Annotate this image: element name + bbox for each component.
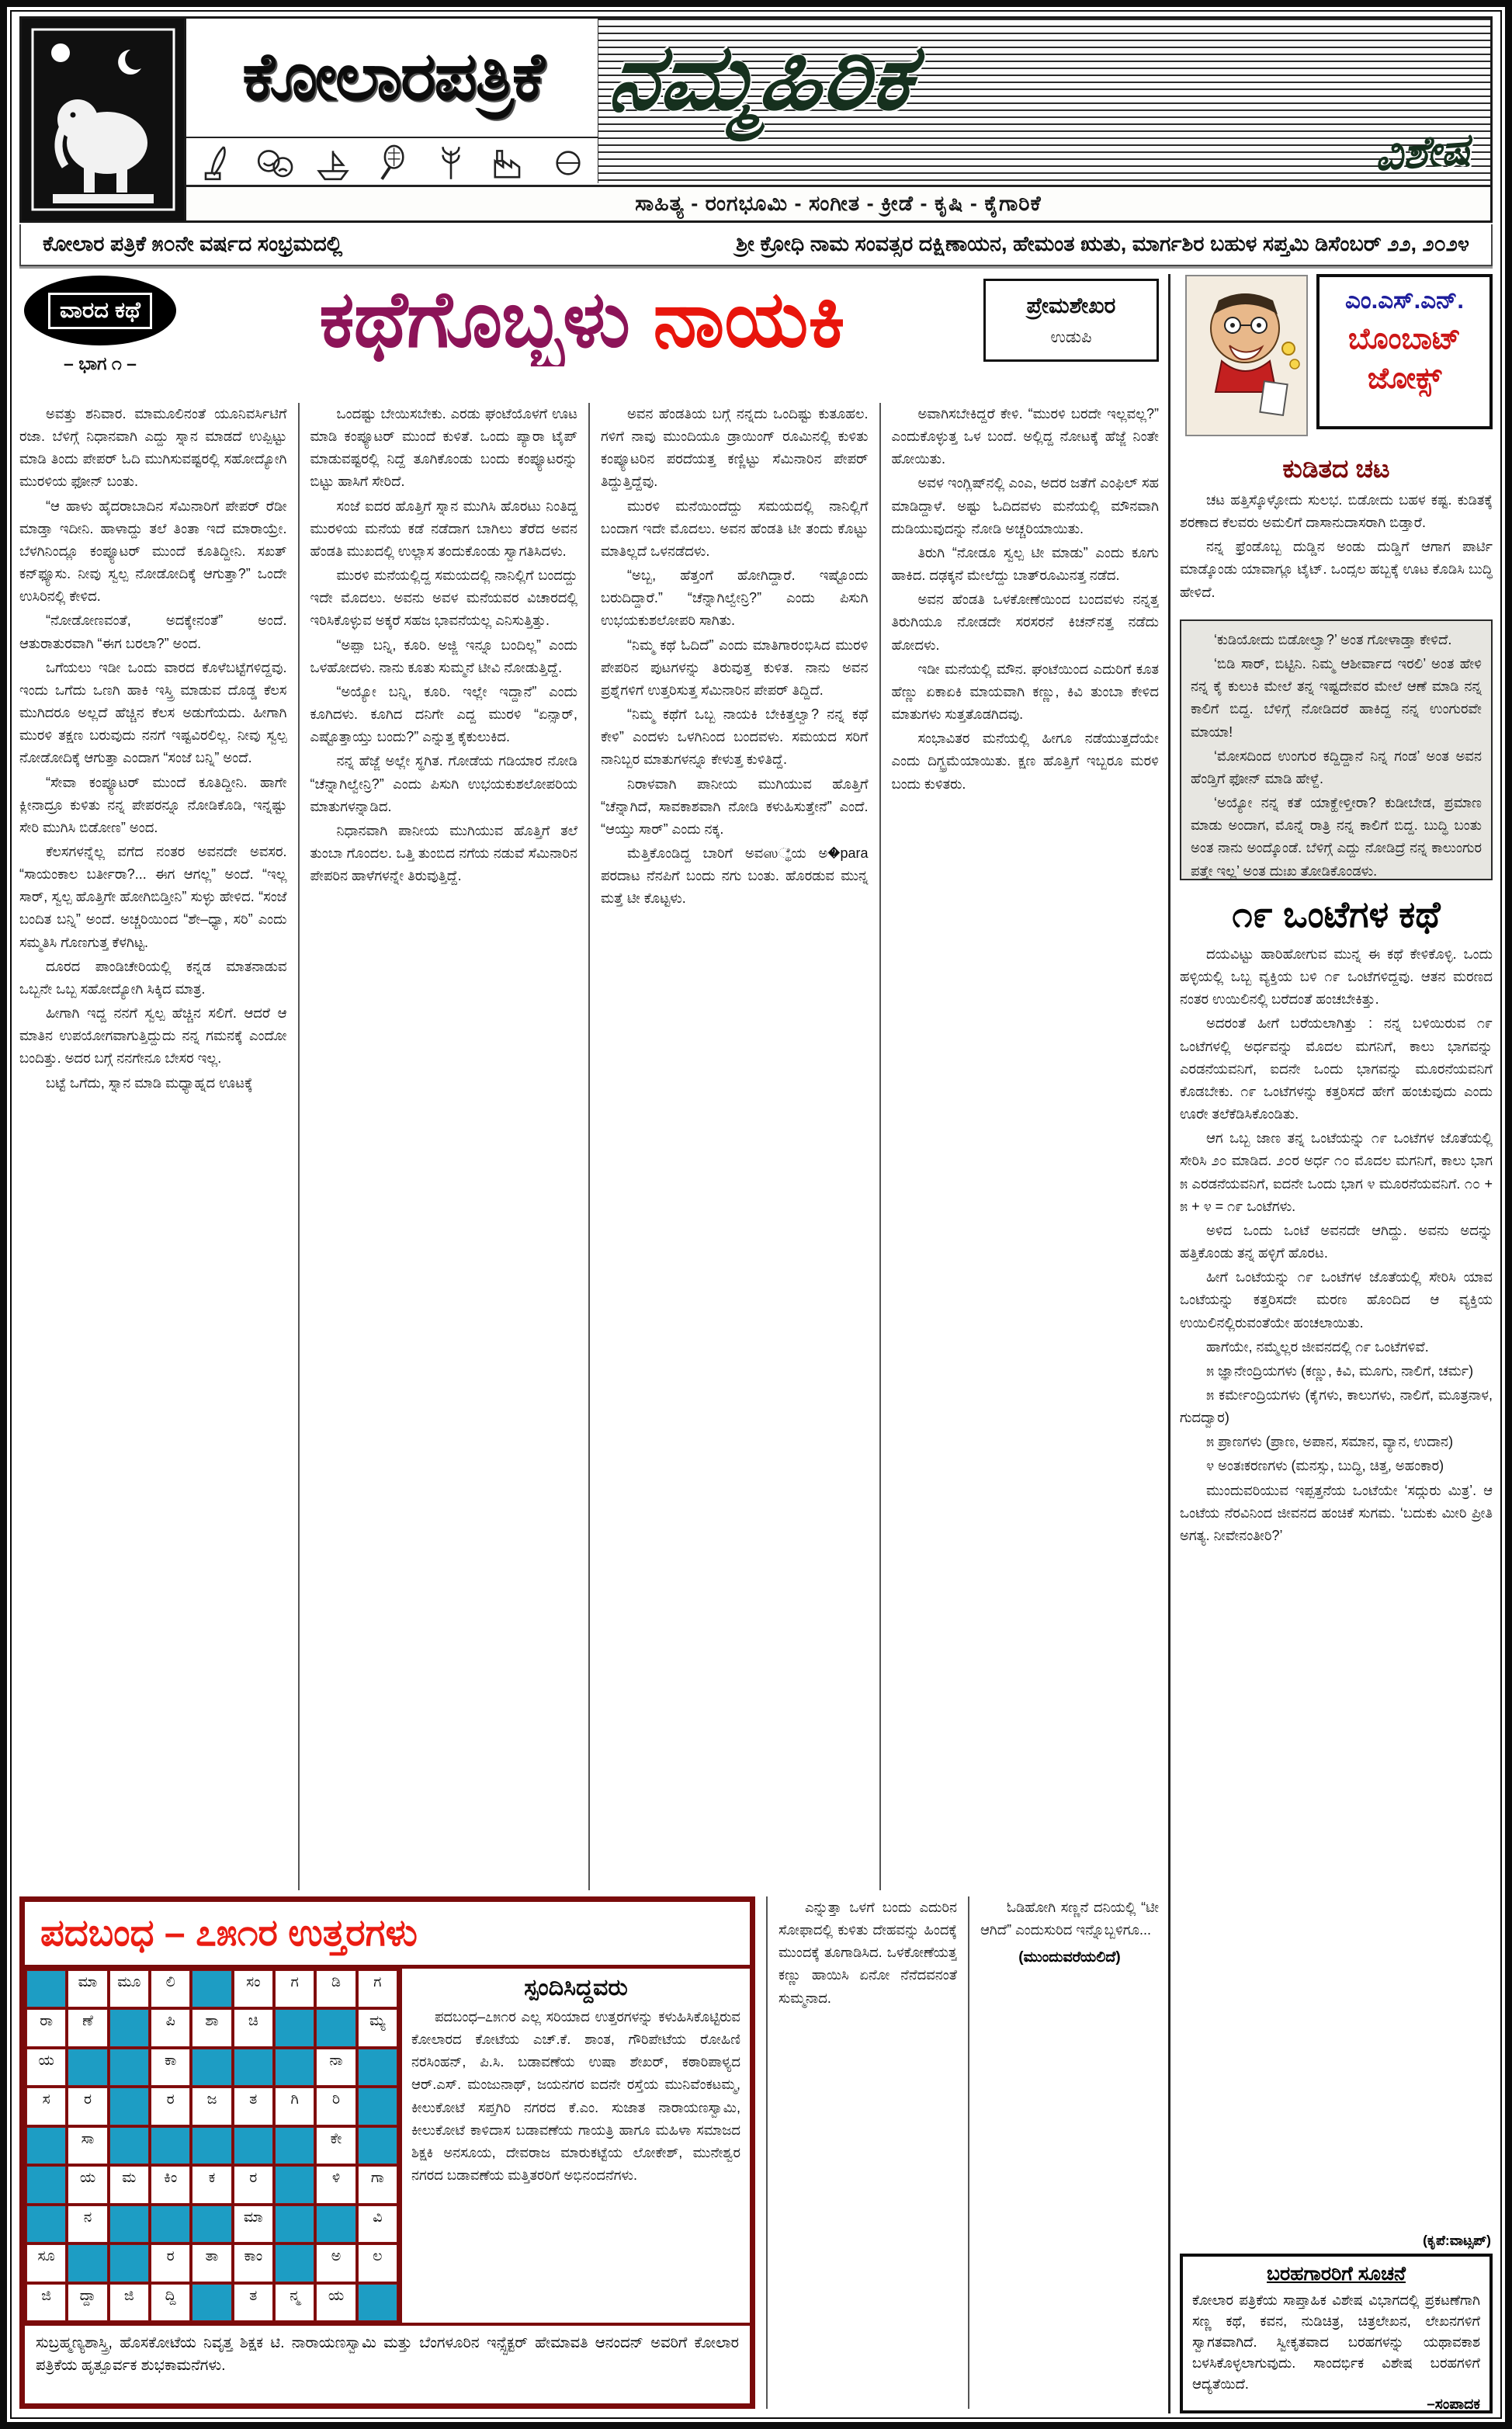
crossword-letter-cell: ಮಾ — [234, 2205, 273, 2243]
crossword-letter-cell: ರ — [151, 2087, 190, 2125]
crossword-letter-cell: ಳಿ — [316, 2166, 355, 2203]
supplement-logo — [598, 19, 1490, 183]
crossword-letter-cell: ಣೆ — [68, 2009, 107, 2046]
crossword-letter-cell: ರಿ — [316, 2087, 355, 2125]
crossword-block-cell — [358, 2049, 397, 2086]
crossword-block-cell — [358, 2127, 397, 2164]
crossword-letter-cell: ಗ — [275, 1970, 314, 2007]
caricature-icon — [1184, 274, 1309, 437]
responders-text — [411, 2006, 740, 2187]
paragraph: ಮುರಳಿ ಮನೆಯಿಂದೆದ್ದು ಸಮಯದಲ್ಲಿ ನಾನಿಲ್ಲಿಗೆ ಬಂದಾಗ ಇದೇ ಮೊದಲು. ಅವನ ಹೆಂಡತಿ ಟೀ ತಂದು ಕೊಟ್ಟು ಮಾತಿಲ್ಲದೆ ಒಳನಡೆದಳು. — [601, 498, 869, 559]
crossword-letter-cell: ನ್ಮ — [275, 2284, 314, 2321]
camels-story-text — [1180, 943, 1493, 2228]
supplement-logo-sub: ವಿಶೇಷ — [1372, 123, 1472, 180]
paragraph: ತಿರುಗಿ “ನೋಡೂ ಸ್ವಲ್ಪ ಟೀ ಮಾಡು” ಎಂದು ಕೂಗು ಹಾಕಿದ. ದಢಕ್ಕನೆ ಮೇಲೆದ್ದು ಬಾತ್‌ರೂಮಿನತ್ತ ನಡೆದ. — [891, 544, 1159, 584]
crossword-block-cell — [109, 2205, 149, 2243]
paragraph: “ನಿಮ್ಮ ಕಥೆಗೆ ಒಬ್ಬ ನಾಯಕಿ ಬೇಕಿತ್ತಲ್ವಾ? ನನ್ನ ಕಥೆ ಕೇಳಿ” ಎಂದಳು ಒಳಗಿನಿಂದ ಬಂದವಳು. ಸಮಯದ ಸರಿಗೆ ನಾನಿಬ್ಬರ ಮಾತುಗಳನ್ನೂ ಕೇಳುತ್ತ ಕುಳಿತಿದ್ದೆ. — [601, 706, 869, 768]
masthead — [19, 16, 1493, 223]
crossword-block-cell — [109, 2244, 149, 2282]
crossword-letter-cell: ಸೂ — [26, 2244, 66, 2282]
crossword-letter-cell: ಯ — [316, 2284, 355, 2321]
sidebar — [1168, 274, 1493, 2413]
crossword-letter-cell: ಜಿ — [109, 2284, 149, 2321]
crossword-letter-cell: ಲ — [358, 2244, 397, 2282]
crossword-letter-cell: ತಾ — [192, 2244, 231, 2282]
paragraph: ‘ಬಿಡಿ ಸಾರ್, ಬಿಟ್ಟಿನಿ. ನಿಮ್ಮ ಆಶೀರ್ವಾದ ಇರಲಿ’ ಅಂತ ಹೇಳಿ ನನ್ನ ಕೈ ಕುಲುಕಿ ಮೇಲೆ ತನ್ನ ಇಷ್ಟದೇವರ ಮೇಲೆ ಆಣೆ ಮಾಡಿ ನನ್ನ ಕಾಲಿಗೆ ಬಿದ್ದ. ಬೆಳಿಗ್ಗೆ ನೋಡಿದರೆ ಹಾಕಿದ್ದ ನನ್ನ ಉಂಗುರವೇ ಮಾಯಾ! — [1191, 656, 1482, 740]
notice-title: ಬರಹಗಾರರಿಗೆ ಸೂಚನೆ — [1267, 2263, 1406, 2285]
masthead-tagline: ಸಾಹಿತ್ಯ - ರಂಗಭೂಮಿ - ಸಂಗೀತ - ಕ್ರೀಡೆ - ಕೃಷಿ - ಕೈಗಾರಿಕೆ — [186, 185, 1490, 220]
crossword-block-cell — [358, 2284, 397, 2321]
paragraph: “ಅಯ್ಯೋ ಬನ್ನಿ, ಕೂರಿ. ಇಲ್ಲೇ ಇದ್ದಾನೆ” ಎಂದು ಕೂಗಿದಳು. ಕೂಗಿದ ದನಿಗೇ ಎದ್ದ ಮುರಳಿ “ಏನ್ಸಾರ್, ಎಷ್ಟೊತ್ತಾಯ್ತು ಬಂದು?” ಎನ್ನುತ್ತ ಕೈಕುಲುಕಿದ. — [310, 683, 577, 745]
crossword-block-cell — [109, 2009, 149, 2046]
crossword-letter-cell: ತ — [234, 2087, 273, 2125]
sidebar-top — [1180, 274, 1493, 448]
crossword-letter-cell: ವಿ — [358, 2205, 397, 2243]
paragraph: “ನೋಡೋಣವಂತೆ, ಅದಕ್ಕೇನಂತೆ” ಅಂದೆ. ಆತುರಾತುರವಾಗಿ “ಈಗ ಬರಲಾ?” ಅಂದ. — [19, 612, 287, 651]
paragraph: “ಅಪ್ಪಾ ಬನ್ನಿ, ಕೂರಿ. ಅಜ್ಜಿ ಇನ್ನೂ ಬಂದಿಲ್ಲ” ಎಂದು ಒಳಹೋದಳು. ನಾನು ಕೂತು ಸುಮ್ಮನೆ ಟೀವಿ ನೋಡುತ್ತಿದ್ದೆ. — [310, 637, 577, 675]
crossword-letter-cell: ಪಿ — [151, 2009, 190, 2046]
story-column-4 — [879, 403, 1160, 1890]
responders-section — [402, 1969, 750, 2323]
paragraph: ಮೆತ್ತಿಕೊಂಡಿದ್ದ ಬಾರಿಗೆ ಅವஸ್ಥೆಯ ಅ�para ಪರದಾಟ ನೆನಪಿಗೆ ಬಂದು ನಗು ಬಂತು. ಹೊರಡುವ ಮುನ್ನ ಮತ್ತೆ ಟೀ ಕೊಟ್ಟಳು. — [601, 845, 869, 907]
cartoonist-caricature — [1180, 274, 1313, 448]
weekly-story-badge — [24, 276, 176, 345]
crossword-block-cell — [68, 2244, 107, 2282]
wheat-icon — [431, 143, 471, 183]
story-bottom-column-1 — [766, 1896, 957, 2409]
paragraph: ನಿರಾಳವಾಗಿ ಪಾನೀಯ ಮುಗಿಯುವ ಹೊತ್ತಿಗೆ “ಚೆನ್ನಾಗಿದೆ, ಸಾವಕಾಶವಾಗಿ ನೋಡಿ ಕಳುಹಿಸುತ್ತೇನೆ” ಎಂದೆ. “ಆಯ್ತು ಸಾರ್” ಎಂದು ನಕ್ಕ. — [601, 776, 869, 837]
crossword-block-cell — [109, 2049, 149, 2086]
content-area — [19, 274, 1493, 2413]
credit-line: (ಕೃಪೆ:ವಾಟ್ಸಪ್) — [1423, 2233, 1491, 2248]
paragraph: ಪದಬಂಧ–೭೫೧ರ ಎಲ್ಲ ಸರಿಯಾದ ಉತ್ತರಗಳನ್ನು ಕಳುಹಿಸಿಕೊಟ್ಟಿರುವ ಕೋಲಾರದ ಕೋಟೆಯ ಎಚ್.ಕೆ. ಶಾಂತ, ಗೌರಿಪೇಟೆಯ ರೋಹಿಣಿ ನರಸಿಂಹನ್, ಪಿ.ಸಿ. ಬಡಾವಣೆಯ ಉಷಾ ಶೇಖರ್, ಕಠಾರಿಪಾಳ್ಯದ ಆರ್.ಎಸ್. ಮಂಜುನಾಥ್, ಜಯನಗರ ಐದನೇ ರಸ್ತೆಯ ಮುನಿವೆಂಕಟಮ್ಮ, ಕೀಲುಕೋಟೆ ಸಪ್ತಗಿರಿ ನಗರದ ಕೆ.ಎಂ. ಸುಜಾತ ನಾರಾಯಣಸ್ವಾಮಿ, ಕೀಲುಕೋಟೆ ಕಾಳಿದಾಸ ಬಡಾವಣೆಯ ಗಾಯತ್ರಿ ಹಾಗೂ ಮಹಿಳಾ ಸಮಾಜದ ಶಿಕ್ಷಕಿ ಅನಸೂಯ, ದೇವರಾಜ ಮಾರುಕಟ್ಟೆಯ ಲೋಕೇಶ್, ಮುನೇಶ್ವರ ನಗರದ ಬಡಾವಣೆಯ ಮತ್ತಿತರರಿಗೆ ಅಭಿನಂದನೆಗಳು. — [411, 2009, 740, 2184]
crossword-block-cell — [275, 2166, 314, 2203]
masthead-illustrations — [186, 137, 598, 188]
paragraph: ಮುಂದುವರಿಯುವ ಇಪ್ಪತ್ತನೆಯ ಒಂಟೆಯೇ ‘ಸದ್ಗುರು ಮಿತ್ರ’. ಆ ಒಂಟೆಯ ನೆರವಿನಿಂದ ಜೀವನದ ಹಂಚಿಕೆ ಸುಗಮ. ‘ಬದುಕು ಮೀರಿ ಪ್ರೀತಿ ಅಗತ್ಯ. ನೀವೇನಂತೀರಿ?’ — [1180, 1482, 1493, 1543]
part-label: – ಭಾಗ ೧ – — [64, 353, 137, 373]
notice-signature: –ಸಂಪಾದಕ — [1427, 2396, 1480, 2413]
story-column-2 — [298, 403, 578, 1890]
crossword-letter-cell: ಯ — [26, 2049, 66, 2086]
crossword-body — [25, 1969, 750, 2323]
crossword-grid — [25, 1969, 402, 2323]
paragraph: “ನಿಮ್ಮ ಕಥೆ ಓದಿದೆ” ಎಂದು ಮಾತಿಗಾರಂಭಿಸಿದ ಮುರಳಿ ಪೇಪರಿನ ಪುಟಗಳನ್ನು ತಿರುವುತ್ತ ಕುಳಿತ. ನಾನು ಅವನ ಪ್ರಶ್ನೆಗಳಿಗೆ ಉತ್ತರಿಸುತ್ತ ಸೆಮಿನಾರಿನ ಪೇಪರ್ ತಿದ್ದಿದೆ. — [601, 637, 869, 698]
headline-word-1: ಕಥೆಗೊಬ್ಬಳು — [319, 276, 629, 363]
joke-heading: ಕುಡಿತದ ಚಟ — [1282, 454, 1390, 483]
joke-dialogue-box — [1180, 619, 1493, 880]
crossword-letter-cell: ದ್ದಾ — [68, 2284, 107, 2321]
paragraph: ನಿಧಾನವಾಗಿ ಪಾನೀಯ ಮುಗಿಯುವ ಹೊತ್ತಿಗೆ ತಲೆ ತುಂಬಾ ಗೊಂದಲ. ಒತ್ತಿ ತುಂಬಿದ ನಗೆಯ ನಡುವೆ ಸೆಮಿನಾರಿನ ಪೇಪರಿನ ಹಾಳೆಗಳನ್ನೇ ತಿರುವುತ್ತಿದ್ದೆ. — [310, 822, 577, 884]
racket-icon — [372, 143, 412, 183]
crossword-block-cell — [234, 2049, 273, 2086]
paragraph: ಕೆಲಸಗಳನ್ನೆಲ್ಲ ವಗೆದ ನಂತರ ಅವನದೇ ಅವಸರ. “ಸಾಯಂಕಾಲ ಬರ್ತೀರಾ?... ಈಗ ಆಗಲ್ಲ” ಅಂದೆ. “ಇಲ್ಲ ಸಾರ್, ಸ್ವಲ್ಪ ಹೊತ್ತಿಗೇ ಹೋಗಿಬಿಡ್ತೀನಿ” ಸುಳ್ಳು ಹೇಳಿದ. “ಸಂಜೆ ಬಂದಿತ ಬನ್ನಿ” ಅಂದೆ. ಅಚ್ಚರಿಯಿಂದ “ಶೇ–ಧ್ಯಾ‌, ಸರಿ” ಎಂದು ಸಮ್ಮತಿಸಿ ಗೊಣಗುತ್ತ ಕೆಳಗಿಟ್ಟ. — [19, 843, 287, 950]
crossword-letter-cell: ರಾ — [26, 2009, 66, 2046]
crossword-letter-cell: ಮ್ಯ — [358, 2009, 397, 2046]
crossword-letter-cell: ಚಿ — [234, 2009, 273, 2046]
crossword-block-cell — [275, 2049, 314, 2086]
paragraph: ಅವನ ಹೆಂಡತಿಯ ಬಗ್ಗೆ ನನ್ನದು ಒಂದಿಷ್ಟು ಕುತೂಹಲ. ಗಳಿಗೆ ನಾವು ಮುಂದಿಯೂ ಡ್ರಾಯಿಂಗ್ ರೂಮಿನಲ್ಲಿ ಕುಳಿತು ಕಂಪ್ಯೂಟರಿನ ಪರದೆಯತ್ತ ಕಣ್ಣಿಟ್ಟು ಸೆಮಿನಾರಿನ ಪೇಪರ್ ತಿದ್ದುತ್ತಿದ್ದೆವು. — [601, 406, 869, 490]
crossword-block-cell — [26, 1970, 66, 2007]
crossword-block-cell — [275, 2244, 314, 2282]
paragraph: ‘ಮೋಸದಿಂದ ಉಂಗುರ ಕದ್ದಿದ್ದಾನೆ ನಿನ್ನ ಗಂಡ’ ಅಂತ ಅವನ ಹೆಂಡ್ತಿಗೆ ಫೋನ್ ಮಾಡಿ ಹೇಳ್ದೆ. — [1191, 748, 1482, 786]
paragraph: ಅವಾಗಿಸಬೇಕಿದ್ದರೆ ಕೇಳಿ. “ಮುರಳಿ ಬರದೇ ಇಲ್ಲವಲ್ಲ?” ಎಂದುಕೊಳ್ಳುತ್ತ ಒಳ ಬಂದೆ. ಅಲ್ಲಿದ್ದ ನೋಟಕ್ಕೆ ಹೆಜ್ಜೆ ನಿಂತೇ ಹೋಯಿತು. — [891, 406, 1159, 467]
crossword-letter-cell: ಕಾಂ — [234, 2244, 273, 2282]
continued-label: (ಮುಂದುವರೆಯಲಿದೆ) — [1018, 1949, 1121, 1966]
bottom-band — [19, 1896, 1159, 2409]
paragraph: “ಆ ಹಾಳು ಹೈದರಾಬಾದಿನ ಸೆಮಿನಾರಿಗೆ ಪೇಪರ್ ರೆಡೀ ಮಾಡ್ತಾ ಇದೀನಿ. ಹಾಳಾದ್ದು ತಲೆ ತಿಂತಾ ಇದೆ ಮಾರಾಯ್ರೇ. ಬೆಳಗಿನಿಂದ್ಲೂ ಕಂಪ್ಯೂಟರ್ ಮುಂದೆ ಕೂತಿದ್ದೀನಿ. ಸಖತ್ ಕನ್‌ಫ್ಯೂಸು. ನೀವು ಸ್ವಲ್ಪ ನೋಡೋದಿಕ್ಕೆ ಆಗುತ್ತಾ?” ಒಂದೇ ಉಸಿರಿನಲ್ಲಿ ಕೇಳಿದ. — [19, 498, 287, 605]
paragraph: ಅದರಂತೆ ಹೀಗೆ ಬರೆಯಲಾಗಿತ್ತು : ನನ್ನ ಬಳಿಯಿರುವ ೧೯ ಒಂಟೆಗಳಲ್ಲಿ ಅರ್ಧವನ್ನು ಮೊದಲ ಮಗನಿಗೆ, ಕಾಲು ಭಾಗವನ್ನು ಎರಡನೆಯವನಿಗೆ, ಐದನೇ ಒಂದು ಭಾಗವನ್ನು ಮೂರನೆಯವನಿಗೆ ಕೊಡಬೇಕು. ೧೯ ಒಂಟೆಗಳನ್ನು ಕತ್ತರಿಸದೆ ಹೇಗೆ ಹಂಚುವುದು ಎಂದು ಊರೇ ತಲೆಕೆಡಿಸಿಕೊಂಡಿತು. — [1180, 1015, 1493, 1123]
crossword-block-cell — [68, 2049, 107, 2086]
quill-icon — [196, 143, 236, 183]
crossword-block-cell — [109, 2127, 149, 2164]
newspaper-title: ಕೋಲಾರಪತ್ರಿಕೆ — [242, 39, 543, 114]
crossword-block-cell — [275, 2127, 314, 2164]
crossword-block-cell — [316, 2205, 355, 2243]
notice-text: ಕೋಲಾರ ಪತ್ರಿಕೆಯ ಸಾಪ್ತಾಹಿಕ ವಿಶೇಷ ವಿಭಾಗದಲ್ಲಿ ಪ್ರಕಟಣೆಗಾಗಿ ಸಣ್ಣ ಕಥೆ, ಕವನ, ನುಡಿಚಿತ್ರ, ಚಿತ್ರಲೇಖನ, ಲೇಖನಗಳಿಗೆ ಸ್ವಾಗತವಾಗಿದೆ. ಸ್ವೀಕೃತವಾದ ಬರಹಗಳನ್ನು ಯಥಾವಕಾಶ ಬಳಸಿಕೊಳ್ಳಲಾಗುವುದು. ಸಾಂದರ್ಭಿಕ ವಿಶೇಷ ಬರಹಗಳಿಗೆ ಆದ್ಯತೆಯಿದೆ. — [1192, 2292, 1480, 2392]
paragraph: ಸಂಭಾವಿತರ ಮನೆಯಲ್ಲಿ ಹೀಗೂ ನಡೆಯುತ್ತದೆಯೇ ಎಂದು ದಿಗ್ಭ್ರಮೆಯಾಯಿತು. ಕ್ಷಣ ಹೊತ್ತಿಗೆ ಇಬ್ಬರೂ ಮರಳಿ ಬಂದು ಕುಳಿತರು. — [891, 730, 1159, 792]
elephant-icon — [29, 26, 177, 213]
crossword-letter-cell: ಮೂ — [109, 1970, 149, 2007]
paragraph: ಅಳಿದ ಒಂದು ಒಂಟೆ ಅವನದೇ ಆಗಿದ್ದು. ಅವನು ಅದನ್ನು ಹತ್ತಿಕೊಂಡು ತನ್ನ ಹಳ್ಳಿಗೆ ಹೊರಟ. — [1180, 1222, 1493, 1261]
paragraph: ‘ಅಯ್ಯೋ ನನ್ನ ಕತೆ ಯಾಕ್ಹೇಳ್ತೀರಾ? ಕುಡೀಬೇಡ, ಪ್ರಮಾಣ ಮಾಡು ಅಂದಾಗ, ಮೊನ್ನೆ ರಾತ್ರಿ ನನ್ನ ಕಾಲಿಗೆ ಬಿದ್ದ. ಬುದ್ಧಿ ಬಂತು ಅಂತ ನಾನು ಅಂದ್ಕೊಂಡೆ. ಬೆಳಿಗ್ಗೆ ಎದ್ದು ನೋಡಿದ್ರೆ ನನ್ನ ಕಾಲುಂಗುರ ಪತ್ತೇ ಇಲ್ಲ’ ಅಂತ ದುಃಖ ತೋಡಿಕೊಂಡಳು. — [1191, 795, 1482, 879]
paragraph: “ಅಬ್ಬ, ಹೆತ್ತಂಗೆ ಹೋಗಿದ್ದಾರೆ. ಇಷ್ಟೊಂದು ಬರುದಿದ್ದಾರೆ.” “ಚೆನ್ನಾಗಿಲ್ವೇನ್ರಿ?” ಎಂದು ಪಿಸುಗಿ ಉಭಯಕುಶಲೋಪರಿ ಸಾಗಿತು. — [601, 567, 869, 629]
story-bottom-column-2 — [968, 1896, 1159, 2409]
crossword-letter-cell: ಕಿಂ — [151, 2166, 190, 2203]
ball-icon — [548, 143, 588, 183]
crossword-block-cell — [316, 2009, 355, 2046]
crossword-letter-cell: ಮ — [109, 2166, 149, 2203]
headline-band — [19, 274, 1159, 397]
paragraph: ಚಟ ಹತ್ತಿಸ್ಕೊಳ್ಳೋದು ಸುಲಭ. ಬಿಡೋದು ಬಹಳ ಕಷ್ಟ. ಕುಡಿತಕ್ಕೆ ಶರಣಾದ ಕೆಲವರು ಅಮಲಿಗೆ ದಾಸಾನುದಾಸರಾಗಿ ಬಿಡ್ತಾರೆ. — [1180, 492, 1493, 531]
crossword-block-cell — [109, 2087, 149, 2125]
crossword-letter-cell: ಲಿ — [151, 1970, 190, 2007]
crossword-block-cell — [275, 2009, 314, 2046]
crossword-letter-cell: ಸಂ — [234, 1970, 273, 2007]
factory-icon — [489, 143, 529, 183]
anniversary-text: ಕೋಲಾರ ಪತ್ರಿಕೆ ೫೦ನೇ ವರ್ಷದ ಸಂಭ್ರಮದಲ್ಲಿ — [43, 232, 343, 255]
crossword-letter-cell: ಅ — [316, 2244, 355, 2282]
crossword-letter-cell: ತ — [234, 2284, 273, 2321]
crossword-title: ಪದಬಂಧ – ೭೫೧ರ ಉತ್ತರಗಳು — [25, 1902, 750, 1969]
crossword-letter-cell: ಗಿ — [275, 2087, 314, 2125]
crossword-letter-cell: ರ — [234, 2166, 273, 2203]
crossword-letter-cell: ಗಾ — [358, 2166, 397, 2203]
paragraph: ಸಂಜೆ ಐದರ ಹೊತ್ತಿಗೆ ಸ್ನಾನ ಮುಗಿಸಿ ಹೊರಟು ನಿಂತಿದ್ದ ಮುರಳಿಯ ಮನೆಯ ಕಡೆ ನಡೆದಾಗ ಬಾಗಿಲು ತೆರೆದ ಅವನ ಹೆಂಡತಿ ಮುಖದಲ್ಲಿ ಉಲ್ಲಾಸ ತಂದುಕೊಂಡು ಸ್ವಾಗತಿಸಿದಳು. — [310, 498, 577, 559]
supplement-logo-main: ನಮ್ಮಹಿರಿಕ — [604, 26, 918, 129]
crossword-letter-cell: ರ — [151, 2244, 190, 2282]
crossword-block-cell — [192, 2127, 231, 2164]
paragraph: ನನ್ನ ಫ್ರೆಂಡೊಬ್ಬ ದುಡ್ಡಿನ ಅಂಡು ದುಡ್ಡಿಗೆ ಆಗಾಗ ಪಾರ್ಟಿ ಮಾಡ್ಕೊಂಡು ಯಾವಾಗ್ಲೂ ಟೈಟ್. ಒಂದ್ಸಲ ಹಬ್ಬಕ್ಕೆ ಊಟ ಕೊಡಿಸಿ ಬುದ್ಧಿ ಹೇಳಿದೆ. — [1180, 539, 1493, 600]
paragraph: ನನ್ನ ಹೆಜ್ಜೆ ಅಲ್ಲೇ ಸ್ಥಗಿತ. ಗೋಡೆಯ ಗಡಿಯಾರ ನೋಡಿ “ಚೆನ್ನಾಗಿಲ್ವೇನ್ರಿ?” ಎಂದು ಪಿಸುಗಿ ಉಭಯಕುಶಲೋಪರಿಯ ಮಾತುಗಳನ್ನಾಡಿದ. — [310, 753, 577, 814]
byline-box — [983, 279, 1159, 362]
camels-story-title: ೧೯ ಒಂಟೆಗಳ ಕಥೆ — [1232, 894, 1441, 935]
paragraph: ದೂರದ ಪಾಂಡಿಚೇರಿಯಲ್ಲಿ ಕನ್ನಡ ಮಾತನಾಡುವ ಒಬ್ಬನೇ ಒಬ್ಬ ಸಹೋದ್ಯೋಗಿ ಸಿಕ್ಕಿದ ಮಾತ್ರ. — [19, 958, 287, 997]
headline-word-2: ನಾಯಕಿ — [653, 276, 845, 363]
crossword-letter-cell: ನ — [68, 2205, 107, 2243]
crossword-block-cell — [151, 2205, 190, 2243]
bottom-column-2-text — [980, 1896, 1159, 1941]
jokes-title-2: ಜೋಕ್ಸ್ — [1367, 363, 1442, 395]
author-name: ಪ್ರೇಮಶೇಖರ — [1026, 293, 1116, 318]
crossword-block-cell — [234, 2127, 273, 2164]
paragraph: ಹಾಗೆಯೇ, ನಮ್ಮೆಲ್ಲರ ಜೀವನದಲ್ಲಿ ೧೯ ಒಂಟೆಗಳಿವೆ. — [1206, 1338, 1429, 1355]
crossword-block-cell — [275, 2205, 314, 2243]
crossword-letter-cell: ಸಾ — [68, 2127, 107, 2164]
crossword-block-cell — [192, 1970, 231, 2007]
crossword-block-cell — [358, 2087, 397, 2125]
responders-title: ಸ್ಪಂದಿಸಿದ್ದವರು — [524, 1975, 628, 2000]
main-story — [19, 274, 1159, 2413]
paragraph: ಒಗೆಯಲು ಇಡೀ ಒಂದು ವಾರದ ಕೊಳೆಬಟ್ಟೆಗಳಿದ್ದವು. ಇಂದು ಒಗೆದು ಒಣಗಿ ಹಾಕಿ ಇಸ್ತ್ರಿ ಮಾಡುವ ದೊಡ್ಡ ಕೆಲಸ ಮುಗಿದರೂ ಅಲ್ಲದೆ ಹೆಚ್ಚಿನ ಕೆಲಸ ಅಡುಗೆಯದು. ಹೀಗಾಗಿ ಮುರಳಿ ತಕ್ಷಣ ಬರುವುದು ನನಗೆ ಇಷ್ಟವಿರಲಿಲ್ಲ. ನೀವು ಸ್ವಲ್ಪ ನೋಡೋದಿಕ್ಕೆ ಆಗುತ್ತಾ ಎಂದಾಗ “ಸಂಜೆ ಬನ್ನಿ” ಅಂದೆ. — [19, 659, 287, 766]
crossword-letter-cell: ಜಿ — [26, 2284, 66, 2321]
crossword-letter-cell: ದ್ದಿ — [151, 2284, 190, 2321]
paragraph: ಹೀಗಾಗಿ ಇದ್ದ ನನಗೆ ಸ್ವಲ್ಪ ಹೆಚ್ಚಿನ ಸಲಿಗೆ. ಆದರೆ ಆ ಮಾತಿನ ಉಪಯೋಗವಾಗುತ್ತಿದ್ದುದು ನನ್ನ ಗಮನಕ್ಕೆ ಎಂದೋ ಬಂದಿತ್ತು. ಅದರ ಬಗ್ಗೆ ನನಗೇನೂ ಬೇಸರ ಇಲ್ಲ. — [19, 1005, 287, 1067]
crossword-block-cell — [26, 2166, 66, 2203]
author-place: ಉಡುಪಿ — [1050, 328, 1092, 346]
paragraph: ೫ ಕರ್ಮೇಂದ್ರಿಯಗಳು (ಕೈಗಳು, ಕಾಲುಗಳು, ನಾಲಿಗೆ, ಮೂತ್ರನಾಳ, ಗುದದ್ವಾರ) — [1180, 1386, 1493, 1426]
paragraph: ಆಗ ಒಬ್ಬ ಜಾಣ ತನ್ನ ಒಂಟೆಯನ್ನು ೧೯ ಒಂಟೆಗಳ ಜೊತೆಯಲ್ಲಿ ಸೇರಿಸಿ ೨೦ ಮಾಡಿದ. ೨೦ರ ಅರ್ಧ ೧೦ ಮೊದಲ ಮಗನಿಗೆ, ಕಾಲು ಭಾಗ ೫ ಎರಡನೆಯವನಿಗೆ, ಐದನೇ ಒಂದು ಭಾಗ ೪ ಮೂರನೆಯವನಿಗೆ. ೧೦ + ೫ + ೪ = ೧೯ ಒಂಟೆಗಳು. — [1180, 1130, 1493, 1214]
paragraph: ಒಂದಷ್ಟು ಬೇಯಿಸಬೇಕು. ಎರಡು ಘಂಟೆಯೊಳಗೆ ಊಟ ಮಾಡಿ ಕಂಪ್ಯೂಟರ್ ಮುಂದೆ ಕುಳಿತೆ. ಒಂದು ಪ್ಯಾರಾ ಟೈಪ್ ಮಾಡುವಷ್ಟರಲ್ಲಿ ನಿದ್ದೆ ತೂಗಿಕೊಂಡು ಬಂದು ಕಂಪ್ಯೂಟರನ್ನು ಬಿಟ್ಟು ಹಾಸಿಗೆ ಸೇರಿದೆ. — [310, 406, 577, 490]
crossword-letter-cell: ಕೇ — [316, 2127, 355, 2164]
joke-intro — [1180, 489, 1493, 619]
boat-icon — [313, 143, 353, 183]
crossword-letter-cell: ಕಾ — [151, 2049, 190, 2086]
paragraph: ೫ ಜ್ಞಾನೇಂದ್ರಿಯಗಳು (ಕಣ್ಣು, ಕಿವಿ, ಮೂಗು, ನಾಲಿಗೆ, ಚರ್ಮ) — [1206, 1362, 1474, 1379]
jokes-author: ಎಂ.ಎಸ್.ಎನ್. — [1344, 286, 1465, 314]
crossword-letter-cell: ನಾ — [316, 2049, 355, 2086]
paragraph: ಓಡಿಹೋಗಿ ಸಣ್ಣನೆ ದನಿಯಲ್ಲಿ “ಟೀ ಆಗಿದೆ” ಎಂದುಸುರಿದ ಇನ್ನೊಬ್ಬಳಿಗೂ... — [980, 1900, 1159, 1938]
badge-label: ವಾರದ ಕಥೆ — [48, 293, 152, 329]
paragraph: ಅವತ್ತು ಶನಿವಾರ. ಮಾಮೂಲಿನಂತೆ ಯೂನಿವರ್ಸಿಟಿಗೆ ರಜಾ. ಬೆಳಿಗ್ಗೆ ನಿಧಾನವಾಗಿ ಎದ್ದು ಸ್ನಾನ ಮಾಡದೆ ಉಪ್ಪಿಟ್ಟು ಮಾಡಿ ತಿಂದು ಪೇಪರ್ ಓದಿ ಮುಗಿಸುವಷ್ಟರಲ್ಲಿ ಸಹೋದ್ಯೋಗಿ ಮುರಳಿಯ ಫೋನ್ ಬಂತು. — [19, 406, 287, 490]
jokes-title-1: ಬೊಂಬಾಟ್ — [1347, 323, 1462, 356]
crossword-box — [19, 1896, 755, 2409]
crossword-block-cell — [151, 2127, 190, 2164]
crossword-block-cell — [192, 2205, 231, 2243]
paragraph: ಬಟ್ಟೆ ಒಗೆದು, ಸ್ನಾನ ಮಾಡಿ ಮಧ್ಯಾಹ್ನದ ಊಟಕ್ಕೆ — [46, 1074, 253, 1091]
congrats-text: ಸುಬ್ರಹ್ಮಣ್ಯಶಾಸ್ತ್ರಿ, ಹೊಸಕೋಟೆಯ ನಿವೃತ್ತ ಶಿಕ್ಷಕ ಟಿ. ನಾರಾಯಣಸ್ವಾಮಿ ಮತ್ತು ಬೆಂಗಳೂರಿನ ಇನ್ಸ್ಪೆಕ್ಟರ್ ಹೇಮಾವತಿ ಆನಂದನ್ ಅವರಿಗೆ ಕೋಲಾರ ಪತ್ರಿಕೆಯ ಹೃತ್ಪೂರ್ವಕ ಶುಭಕಾಮನೆಗಳು. — [25, 2323, 750, 2403]
elephant-illustration — [22, 19, 186, 220]
story-headline — [181, 274, 983, 366]
crossword-block-cell — [26, 2127, 66, 2164]
crossword-letter-cell: ಸ — [26, 2087, 66, 2125]
paragraph: ಅವನ ಹೆಂಡತಿ ಒಳಕೋಣೆಯಿಂದ ಬಂದವಳು ನನ್ನತ್ತ ತಿರುಗಿಯೂ ನೋಡದೇ ಸರಸರನೆ ಕಿಚನ್‌ನತ್ತ ನಡೆದು ಹೋದಳು. — [891, 592, 1159, 653]
badge-stack — [19, 274, 181, 374]
crossword-block-cell — [26, 2205, 66, 2243]
crossword-letter-cell: ಗ — [358, 1970, 397, 2007]
paragraph: ಅವಳ ಇಂಗ್ಲಿಷ್‌ನಲ್ಲಿ ಎಂಎ, ಅದರ ಜತೆಗೆ ಎಂಫಿಲ್ ಸಹ ಮಾಡಿದ್ದಾಳೆ. ಅಷ್ಟು ಓದಿದವಳು ಮನೆಯಲ್ಲಿ ಮೌನವಾಗಿ ದುಡಿಯುವುದನ್ನು ನೋಡಿ ಅಚ್ಚರಿಯಾಯಿತು. — [891, 475, 1159, 536]
paragraph: ಮುರಳಿ ಮನೆಯಲ್ಲಿದ್ದ ಸಮಯದಲ್ಲಿ ನಾನಿಲ್ಲಿಗೆ ಬಂದದ್ದು ಇದೇ ಮೊದಲು. ಅವನು ಅವಳ ಮನೆಯವರ ವಿಚಾರದಲ್ಲಿ ಇರಿಸಿಕೊಳ್ಳುವ ಅಕ್ಕರೆ ಸಹಜ ಭಾವನೆಯಲ್ಲ ಎನಿಸುತ್ತಿತ್ತು. — [310, 567, 577, 629]
jokes-title-box — [1316, 274, 1493, 429]
drama-masks-icon — [255, 143, 295, 183]
dateline — [19, 224, 1493, 266]
paragraph: ಎನ್ನುತ್ತಾ ಒಳಗೆ ಬಂದು ಎದುರಿನ ಸೋಫಾದಲ್ಲಿ ಕುಳಿತು ದೇಹವನ್ನು ಹಿಂದಕ್ಕೆ ಮುಂದಕ್ಕೆ ತೂಗಾಡಿಸಿದ. ಒಳಕೋಣೆಯತ್ತ ಕಣ್ಣು ಹಾಯಿಸಿ ಏನೋ ನೆನೆದವನಂತೆ ಸುಮ್ಮನಾದ. — [779, 1900, 957, 2006]
paragraph: ‘ಕುಡಿಯೋದು ಬಿಡೋಲ್ವಾ?’ ಅಂತ ಗೋಳಾಡ್ತಾ ಕೇಳಿದೆ. — [1214, 632, 1452, 647]
paragraph: “ಸೇವಾ ಕಂಪ್ಯೂಟರ್ ಮುಂದೆ ಕೂತಿದ್ದೀನಿ. ಹಾಗೇ ಕ್ಲೀನಾದ್ರೂ ಕುಳಿತು ನನ್ನ ಪೇಪರನ್ನೂ ನೋಡಿಕೊಡಿ, ಇನ್ನಷ್ಟು ಸೇರಿ ಮುಗಿಸಿ ಬಿಡೋಣ” ಅಂದ. — [19, 774, 287, 835]
paragraph: ದಯವಿಟ್ಟು ಹಾರಿಹೋಗುವ ಮುನ್ನ ಈ ಕಥೆ ಕೇಳಿಕೊಳ್ಳಿ. ಒಂದು ಹಳ್ಳಿಯಲ್ಲಿ ಒಬ್ಬ ವ್ಯಕ್ತಿಯ ಬಳಿ ೧೯ ಒಂಟೆಗಳಿದ್ದವು. ಆತನ ಮರಣದ ನಂತರ ಉಯಿಲಿನಲ್ಲಿ ಬರೆದಂತೆ ಹಂಚಬೇಕಿತ್ತು. — [1180, 946, 1493, 1008]
crossword-block-cell — [192, 2049, 231, 2086]
date-text: ಶ್ರೀ ಕ್ರೋಧಿ ನಾಮ ಸಂವತ್ಸರ ದಕ್ಷಿಣಾಯನ, ಹೇಮಂತ ಋತು, ಮಾರ್ಗಶಿರ ಬಹುಳ ಸಪ್ತಮಿ ಡಿಸೆಂಬರ್ ೨೨, ೨೦೨೪ — [736, 232, 1469, 255]
paragraph: ಇಡೀ ಮನೆಯಲ್ಲಿ ಮೌನ. ಘಂಟೆಯಿಂದ ಎದುರಿಗೆ ಕೂತ ಹೆಣ್ಣು ಏಕಾಏಕಿ ಮಾಯವಾಗಿ ಕಣ್ಣು, ಕಿವಿ ತುಂಬಾ ಕೇಳಿದ ಮಾತುಗಳು ಸುತ್ತತೊಡಗಿದವು. — [891, 661, 1159, 723]
crossword-letter-cell: ಜ — [192, 2087, 231, 2125]
story-column-1 — [19, 403, 287, 1890]
crossword-letter-cell: ಮಾ — [68, 1970, 107, 2007]
paragraph: ಹೀಗೆ ಒಂಟೆಯನ್ನು ೧೯ ಒಂಟೆಗಳ ಜೊತೆಯಲ್ಲಿ ಸೇರಿಸಿ ಯಾವ ಒಂಟೆಯನ್ನು ಕತ್ತರಿಸದೇ ಮರಣ ಹೊಂದಿದ ಆ ವ್ಯಕ್ತಿಯ ಉಯಿಲಿನಲ್ಲಿರುವಂತೆಯೇ ಹಂಚಲಾಯಿತು. — [1180, 1269, 1493, 1331]
crossword-letter-cell: ಯ — [68, 2166, 107, 2203]
page-inner-border — [10, 10, 1502, 2419]
story-columns — [19, 403, 1159, 1890]
story-column-3 — [588, 403, 869, 1890]
writers-notice-box — [1180, 2254, 1493, 2413]
crossword-block-cell — [192, 2284, 231, 2321]
crossword-letter-cell: ಡಿ — [316, 1970, 355, 2007]
crossword-letter-cell: ಶಾ — [192, 2009, 231, 2046]
paragraph: ೫ ಪ್ರಾಣಗಳು (ಪ್ರಾಣ, ಅಪಾನ, ಸಮಾನ, ವ್ಯಾನ, ಉದಾನ) — [1206, 1434, 1454, 1450]
masthead-center — [186, 19, 1490, 220]
crossword-letter-cell: ಕ — [192, 2166, 231, 2203]
paragraph: ೪ ಅಂತಃಕರಣಗಳು (ಮನಸ್ಸು, ಬುದ್ಧಿ, ಚಿತ್ತ, ಅಹಂಕಾರ) — [1206, 1458, 1444, 1474]
crossword-letter-cell: ರ — [68, 2087, 107, 2125]
